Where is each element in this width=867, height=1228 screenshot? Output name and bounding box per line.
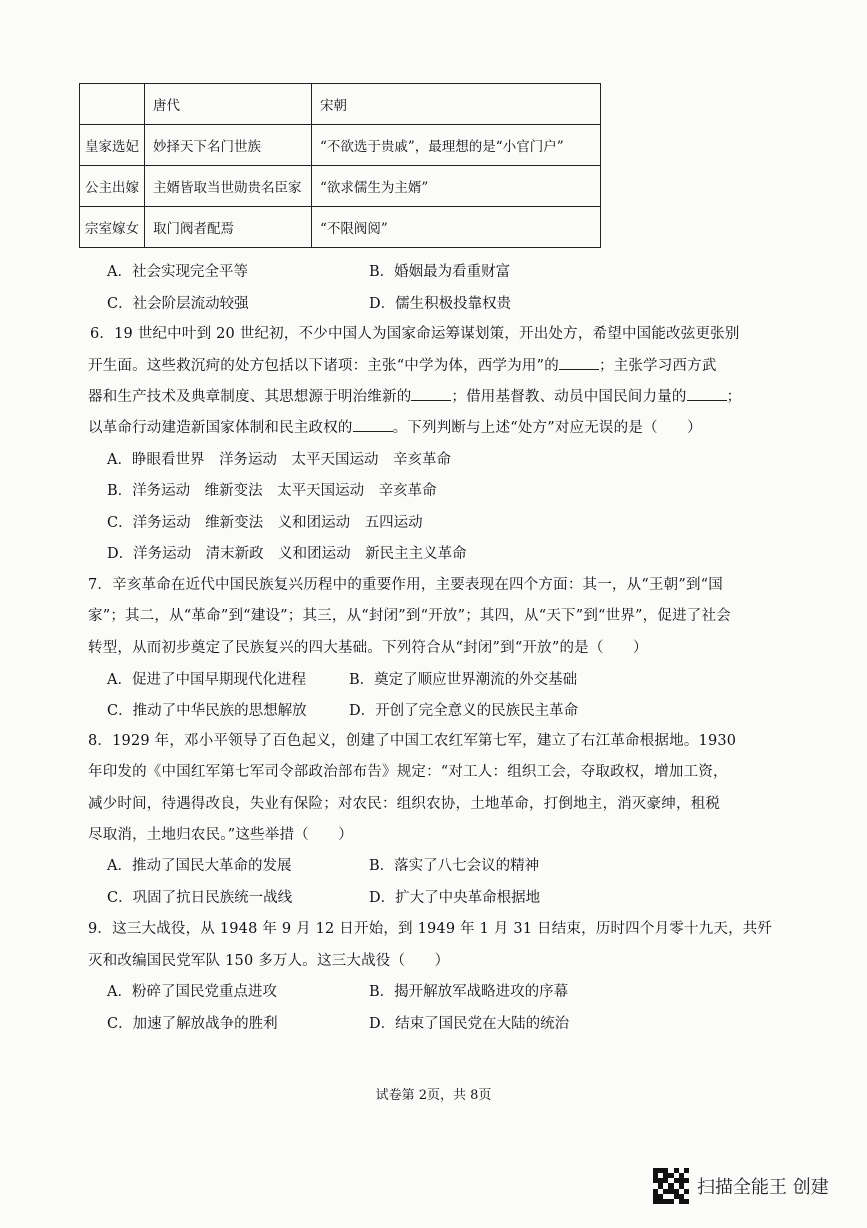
q8-stem-line4: 尽取消，土地归农民。”这些举措（ ） <box>88 827 353 843</box>
table-cell: 妙择天下名门世族 <box>145 125 312 166</box>
table-cell: 宗室嫁女 <box>80 207 145 248</box>
q8-stem-line1: 8．1929 年，邓小平领导了百色起义，创建了中国工农红军第七军，建立了右江革命根据地。1930 <box>88 733 737 749</box>
q7-stem-line1: 7．辛亥革命在近代中国民族复兴历程中的重要作用，主要表现在四个方面：其一，从“王朝”到“国 <box>88 577 723 593</box>
q7-option-d: D．开创了完全意义的民族民主革命 <box>349 703 579 719</box>
q9-option-b: B．揭开解放军战略进攻的序幕 <box>369 984 569 1000</box>
q5-option-b: B．婚姻最为看重财富 <box>369 264 511 280</box>
table-row <box>80 166 601 207</box>
q6-text: ； <box>726 389 742 405</box>
table-header-row <box>80 84 601 125</box>
q9-stem-line2: 灭和改编国民党军队 150 多万人。这三大战役（ ） <box>88 953 450 969</box>
q8-stem-line2: 年印发的《中国红军第七军司令部政治部布告》规定：“对工人：组织工会，夺取政权，增加工资， <box>88 764 728 780</box>
table-cell: 主婿皆取当世勋贵名臣家 <box>145 166 312 207</box>
page-footer: 试卷第 2页，共 8页 <box>375 1088 492 1103</box>
table-cell: “不欲选于贵戚”，最理想的是“小官门户” <box>312 125 601 166</box>
q7-option-c: C．推动了中华民族的思想解放 <box>107 703 307 719</box>
table-header-tang: 唐代 <box>145 84 312 125</box>
q6-text: 以革命行动建造新国家体制和民主政权的 <box>88 420 353 436</box>
answer-blank <box>353 419 393 432</box>
table-row <box>80 207 601 248</box>
q8-stem-line3: 减少时间，待遇得改良，失业有保险；对农民：组织农协，土地革命，打倒地主，消灭豪绅，租税 <box>88 796 721 812</box>
answer-blank <box>559 357 599 370</box>
q6-text: 。下列判断与上述“处方”对应无误的是（ ） <box>392 420 702 436</box>
q8-option-c: C．巩固了抗日民族统一战线 <box>107 890 293 906</box>
q7-option-b: B．奠定了顺应世界潮流的外交基础 <box>349 672 578 688</box>
table-cell: “不限阀阅” <box>312 207 601 248</box>
q6-text: 器和生产技术及典章制度、其思想源于明治维新的 <box>88 389 412 405</box>
table-cell: 公主出嫁 <box>80 166 145 207</box>
answer-blank <box>687 388 727 401</box>
q6-stem-line2 <box>88 354 717 375</box>
q9-stem-line1: 9．这三大战役，从 1948 年 9 月 12 日开始，到 1949 年 1 月 31 日结束，历时四个月零十九天，共歼 <box>88 921 773 937</box>
table-header-song: 宋朝 <box>312 84 601 125</box>
q6-option-b: B．洋务运动 维新变法 太平天国运动 辛亥革命 <box>107 483 437 499</box>
table-cell: 皇家选妃 <box>80 125 145 166</box>
q6-option-a: A．睁眼看世界 洋务运动 太平天国运动 辛亥革命 <box>107 452 451 468</box>
q7-stem-line3: 转型，从而初步奠定了民族复兴的四大基础。下列符合从“封闭”到“开放”的是（ ） <box>88 640 648 656</box>
q7-stem-line2: 家”；其二，从“革命”到“建设”；其三，从“封闭”到“开放”；其四，从“天下”到“世界”，促进了社会 <box>88 608 731 624</box>
q8-option-b: B．落实了八七会议的精神 <box>369 858 540 874</box>
q9-option-c: C．加速了解放战争的胜利 <box>107 1016 278 1032</box>
q9-option-a: A．粉碎了国民党重点进攻 <box>107 984 277 1000</box>
q6-text: ；主张学习西方武 <box>598 358 717 374</box>
q6-option-d: D．洋务运动 清末新政 义和团运动 新民主主义革命 <box>107 546 467 562</box>
q6-stem-line4 <box>88 416 702 437</box>
q9-option-d: D．结束了国民党在大陆的统治 <box>369 1016 570 1032</box>
qr-code-icon <box>653 1168 689 1204</box>
scanner-watermark <box>653 1168 829 1204</box>
table-row <box>80 125 601 166</box>
q6-stem-line3 <box>88 385 741 406</box>
q8-option-a: A．推动了国民大革命的发展 <box>107 858 292 874</box>
q8-option-d: D．扩大了中央革命根据地 <box>369 890 541 906</box>
table-cell: “欲求儒生为主婿” <box>312 166 601 207</box>
comparison-table <box>79 83 601 248</box>
q6-stem-line1: 6．19 世纪中叶到 20 世纪初，不少中国人为国家命运筹谋划策，开出处方，希望中国能改弦更张别 <box>90 326 740 342</box>
q5-option-c: C．社会阶层流动较强 <box>107 296 249 312</box>
answer-blank <box>411 388 451 401</box>
table-cell <box>80 84 145 125</box>
table-cell: 取门阀者配焉 <box>145 207 312 248</box>
q6-text: ；借用基督教、动员中国民间力量的 <box>451 389 687 405</box>
watermark-text: 扫描全能王 创建 <box>697 1177 829 1198</box>
q5-option-a: A．社会实现完全平等 <box>107 264 248 280</box>
q5-option-d: D．儒生积极投靠权贵 <box>369 296 512 312</box>
q6-text: 开生面。这些救沉疴的处方包括以下诸项：主张“中学为体，西学为用”的 <box>88 358 559 374</box>
q6-option-c: C．洋务运动 维新变法 义和团运动 五四运动 <box>107 515 423 531</box>
q7-option-a: A．促进了中国早期现代化进程 <box>107 672 306 688</box>
